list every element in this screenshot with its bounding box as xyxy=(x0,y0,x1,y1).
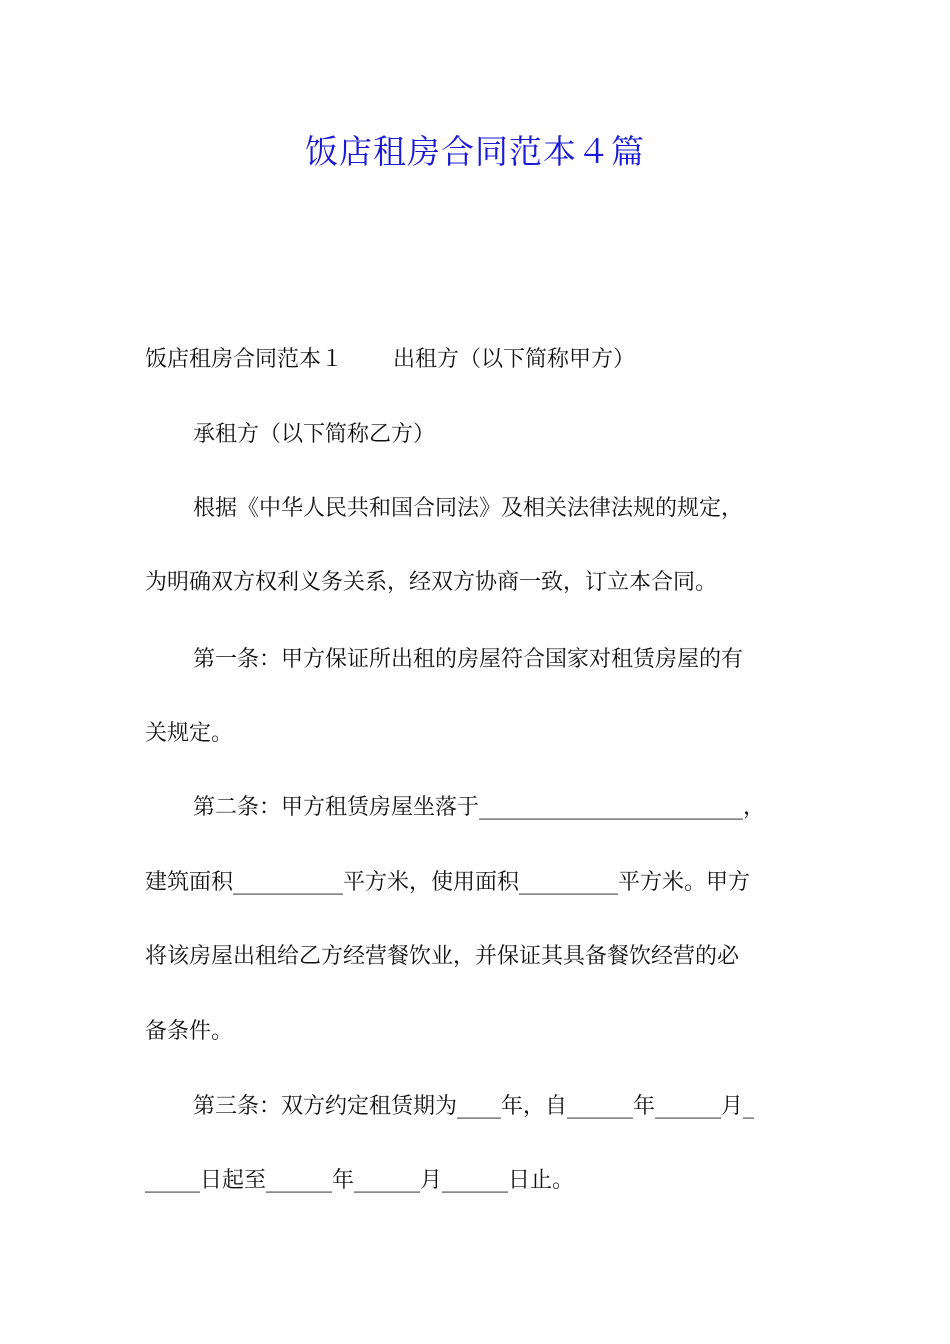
article-1-line: 第一条：甲方保证所出租的房屋符合国家对租赁房屋的有 xyxy=(193,647,744,672)
article-2-line: 第二条：甲方租赁房屋坐落于________________________， xyxy=(193,795,766,820)
article-3-line: 第三条：双方约定租赁期为____年，自______年______月_ xyxy=(193,1094,755,1119)
paragraph-line: 为明确双方权利义务关系，经双方协商一致，订立本合同。 xyxy=(145,570,718,595)
article-2-line: 将该房屋出租给乙方经营餐饮业，并保证其具备餐饮经营的必 xyxy=(145,944,740,969)
document-title: 饭店租房合同范本４篇 xyxy=(305,132,645,171)
article-1-line: 关规定。 xyxy=(145,721,234,746)
lessee-label: 承租方（以下简称乙方） xyxy=(193,422,436,447)
article-2-line: 建筑面积__________平方米，使用面积_________平方米。甲方 xyxy=(145,870,751,895)
article-3-line: _____日起至______年______月______日止。 xyxy=(145,1168,575,1193)
heading-line xyxy=(145,345,825,375)
article-2-line: 备条件。 xyxy=(145,1019,234,1044)
section-heading: 饭店租房合同范本１ xyxy=(145,347,344,372)
paragraph-line: 根据《中华人民共和国合同法》及相关法律法规的规定， xyxy=(193,496,744,521)
lessor-label: 出租方（以下简称甲方） xyxy=(393,347,636,372)
